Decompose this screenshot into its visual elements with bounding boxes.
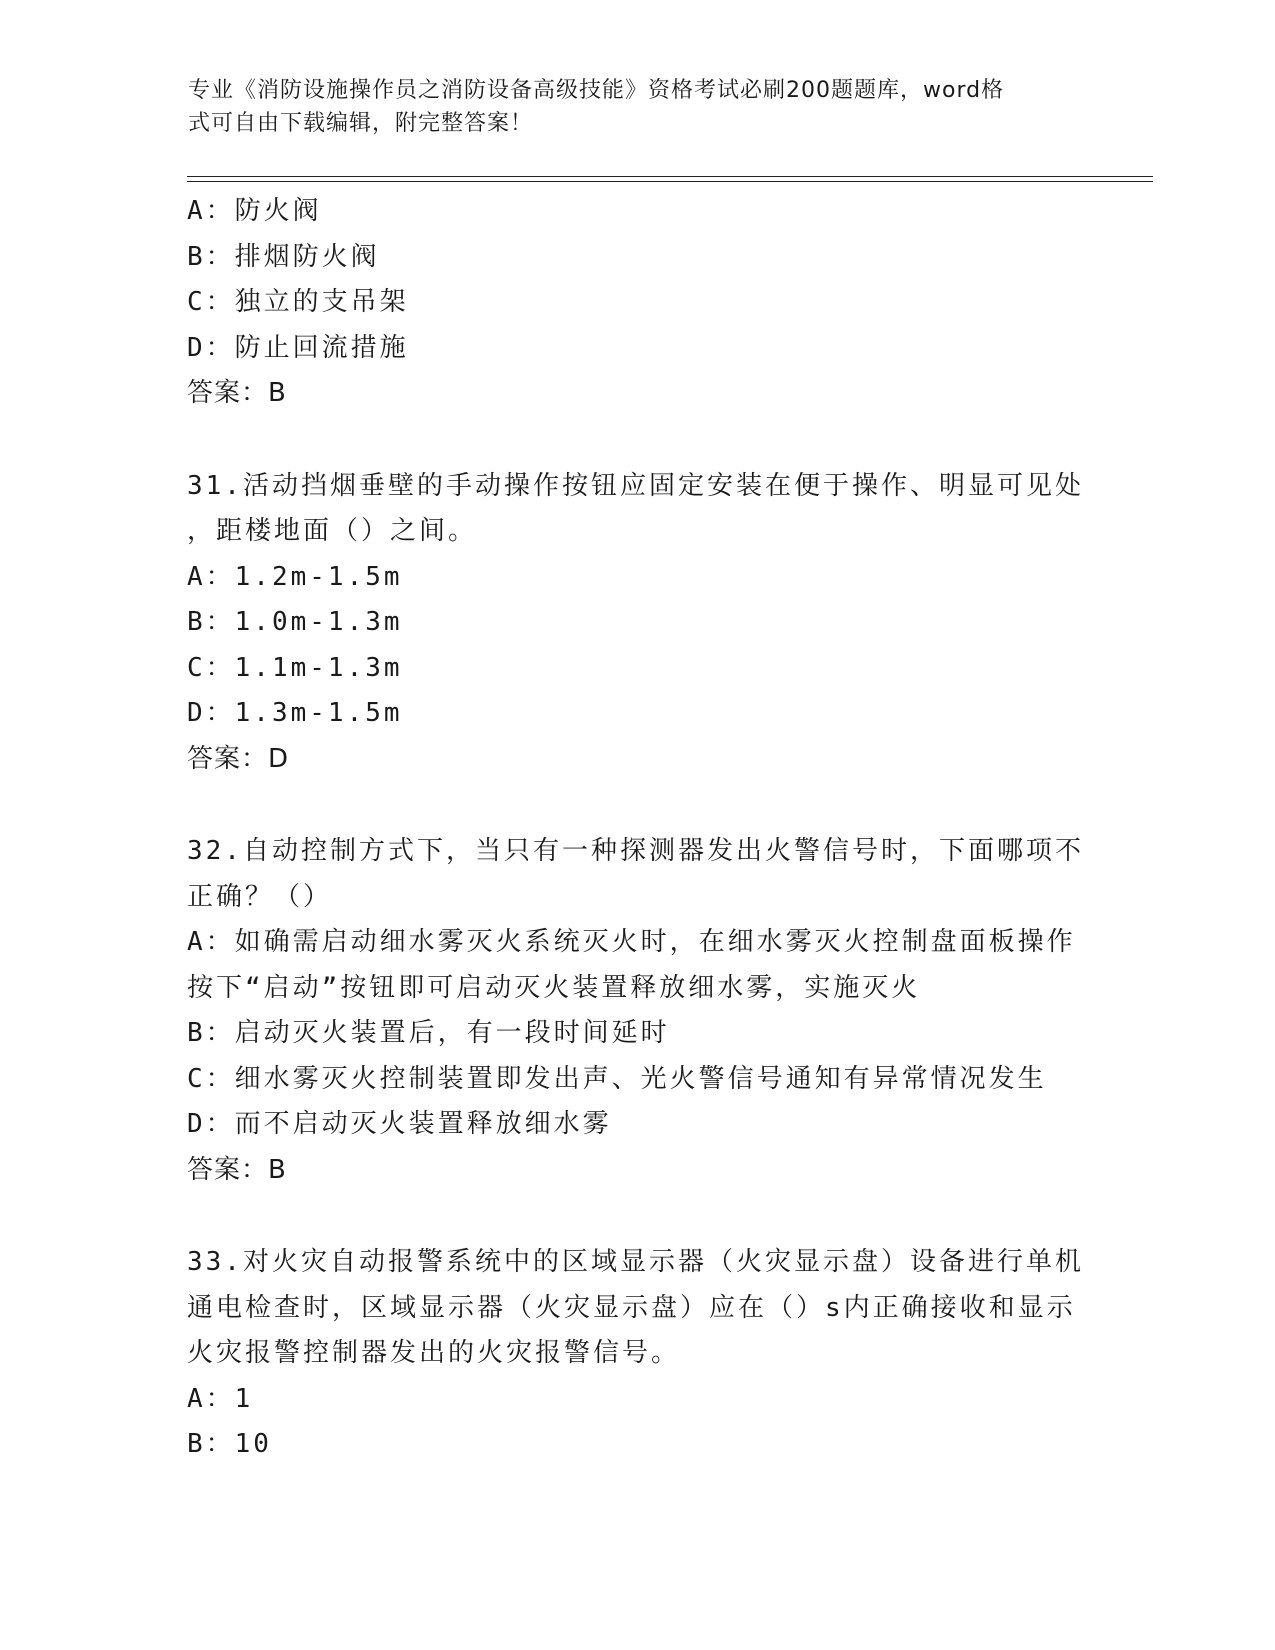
answer: 答案：D	[187, 743, 290, 774]
document-header	[188, 74, 1088, 140]
option-a: A：1	[187, 1383, 254, 1414]
option-b: B：启动灭火装置后，有一段时间延时	[187, 1018, 670, 1048]
option-d: D：而不启动灭火装置释放细水雾	[187, 1109, 612, 1139]
question-content	[187, 189, 1087, 1468]
option-c: C：1.1m-1.3m	[187, 652, 403, 683]
option-a-continued: 按下“启动”按钮即可启动灭火装置释放细水雾，实施灭火	[187, 972, 921, 1003]
answer: 答案：B	[187, 1154, 287, 1185]
question-32	[187, 829, 1087, 1193]
question-stem-line: 32.自动控制方式下，当只有一种探测器发出火警信号时，下面哪项不	[187, 836, 1084, 866]
option-a: A：如确需启动细水雾灭火系统灭火时，在细水雾灭火控制盘面板操作	[187, 927, 1076, 957]
question-stem-line: 火灾报警控制器发出的火灾报警信号。	[187, 1338, 681, 1368]
header-rule-bottom	[187, 181, 1153, 182]
answer: 答案：B	[187, 378, 287, 408]
option-c: C：独立的支吊架	[187, 287, 409, 317]
option-d: D：1.3m-1.5m	[187, 698, 403, 728]
option-a: A：1.2m-1.5m	[187, 561, 403, 592]
option-c: C：细水雾灭火控制装置即发出声、光火警信号通知有异常情况发生	[187, 1063, 1047, 1094]
header-rule-top	[187, 176, 1153, 177]
question-30	[187, 189, 1087, 417]
question-33	[187, 1240, 1087, 1468]
option-b: B：1.0m-1.3m	[187, 607, 403, 637]
header-line-1: 专业《消防设施操作员之消防设备高级技能》资格考试必刷200题题库，word格	[188, 78, 1005, 103]
question-stem-line: 通电检查时，区域显示器（火灾显示盘）应在（）s内正确接收和显示	[187, 1292, 1076, 1323]
question-stem-line: 正确？（）	[187, 881, 333, 912]
question-31	[187, 464, 1087, 783]
option-d: D：防止回流措施	[187, 332, 409, 363]
option-b: B：10	[187, 1429, 272, 1459]
option-a: A：防火阀	[187, 196, 322, 226]
header-line-2: 式可自由下载编辑，附完整答案！	[188, 111, 534, 136]
option-b: B：排烟防火阀	[187, 241, 380, 272]
question-stem-line: 31.活动挡烟垂壁的手动操作按钮应固定安装在便于操作、明显可见处	[187, 470, 1084, 501]
question-stem-line: 33.对火灾自动报警系统中的区域显示器（火灾显示盘）设备进行单机	[187, 1247, 1084, 1277]
question-stem-line: ，距楼地面（）之间。	[187, 516, 478, 546]
